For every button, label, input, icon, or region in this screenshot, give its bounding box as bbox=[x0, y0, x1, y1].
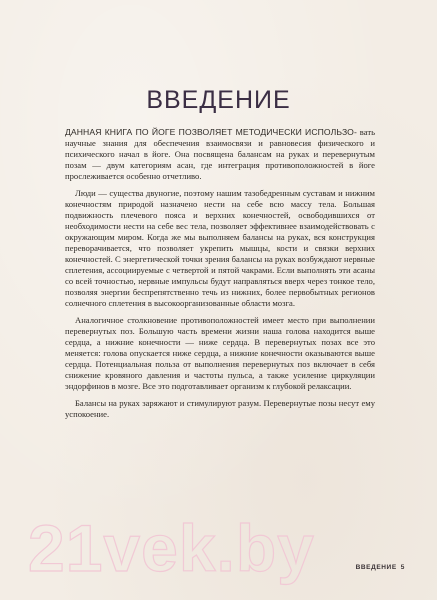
page-number: 5 bbox=[400, 564, 405, 571]
lead-rest: вать научные знания для обеспечения взаимосвязи и равновесия физического и психического начал в йоге. Она посвящена балансам на руках и перевернутым позам — двум категориям асан, где интеграция противоположностей в йоге прослеживается особенно отчетливо. bbox=[65, 127, 375, 181]
lead-caps: ДАННАЯ КНИГА ПО ЙОГЕ ПОЗВОЛЯЕТ МЕТОДИЧЕСКИ ИСПОЛЬЗО- bbox=[65, 127, 357, 137]
page-title: ВВЕДЕНИЕ bbox=[146, 86, 291, 114]
paragraph: Балансы на руках заряжают и стимулируют разум. Перевернутые позы несут ему успокоение. bbox=[65, 398, 375, 419]
watermark: 21vek.by bbox=[28, 511, 315, 585]
page-footer bbox=[356, 564, 405, 571]
lead-paragraph bbox=[65, 127, 375, 182]
paragraph: Аналогичное столкновение противоположностей имеет место при выполнении перевернутых поз. Большую часть времени жизни наша голова находится выше сердца, а нижние конечности — ниже сердца. В перевернутых позах все это меняется: голова опускается ниже сердца, а нижние конечности оказываются выше сердца. Потенциальная польза от выполнения перевернутых поз включает в себя снижение кровяного давления и частоты пульса, а также усиление циркуляции эндорфинов в мозге. Все это подготавливает организм к глубокой релаксации. bbox=[65, 315, 375, 391]
paragraph: Люди — существа двуногие, поэтому нашим тазобедренным суставам и нижним конечностям природой назначено нести на себе всю массу тела. Большая подвижность плечевого пояса и верхних конечностей, освободившихся от необходимости нести на себе вес тела, позволяет эффективнее взаимодействовать с окружающим миром. Когда же мы выполняем балансы на руках, вся конструкция переворачивается, что позволяет укрепить мышцы, кости и связки верхних конечностей. С энергетической точки зрения балансы на руках возбуждают нервные сплетения, ассоциируемые с четвертой и пятой чакрами. Если выполнять эти асаны со всей точностью, нервные импульсы будут направляться вверх через тонкое тело, позволяя энергии беспрепятственно течь из нижних, более первобытных регионов солнечного сплетения в высокоорганизованные области мозга. bbox=[65, 188, 375, 308]
body-text bbox=[65, 127, 375, 420]
footer-section-label: ВВЕДЕНИЕ bbox=[355, 564, 397, 571]
